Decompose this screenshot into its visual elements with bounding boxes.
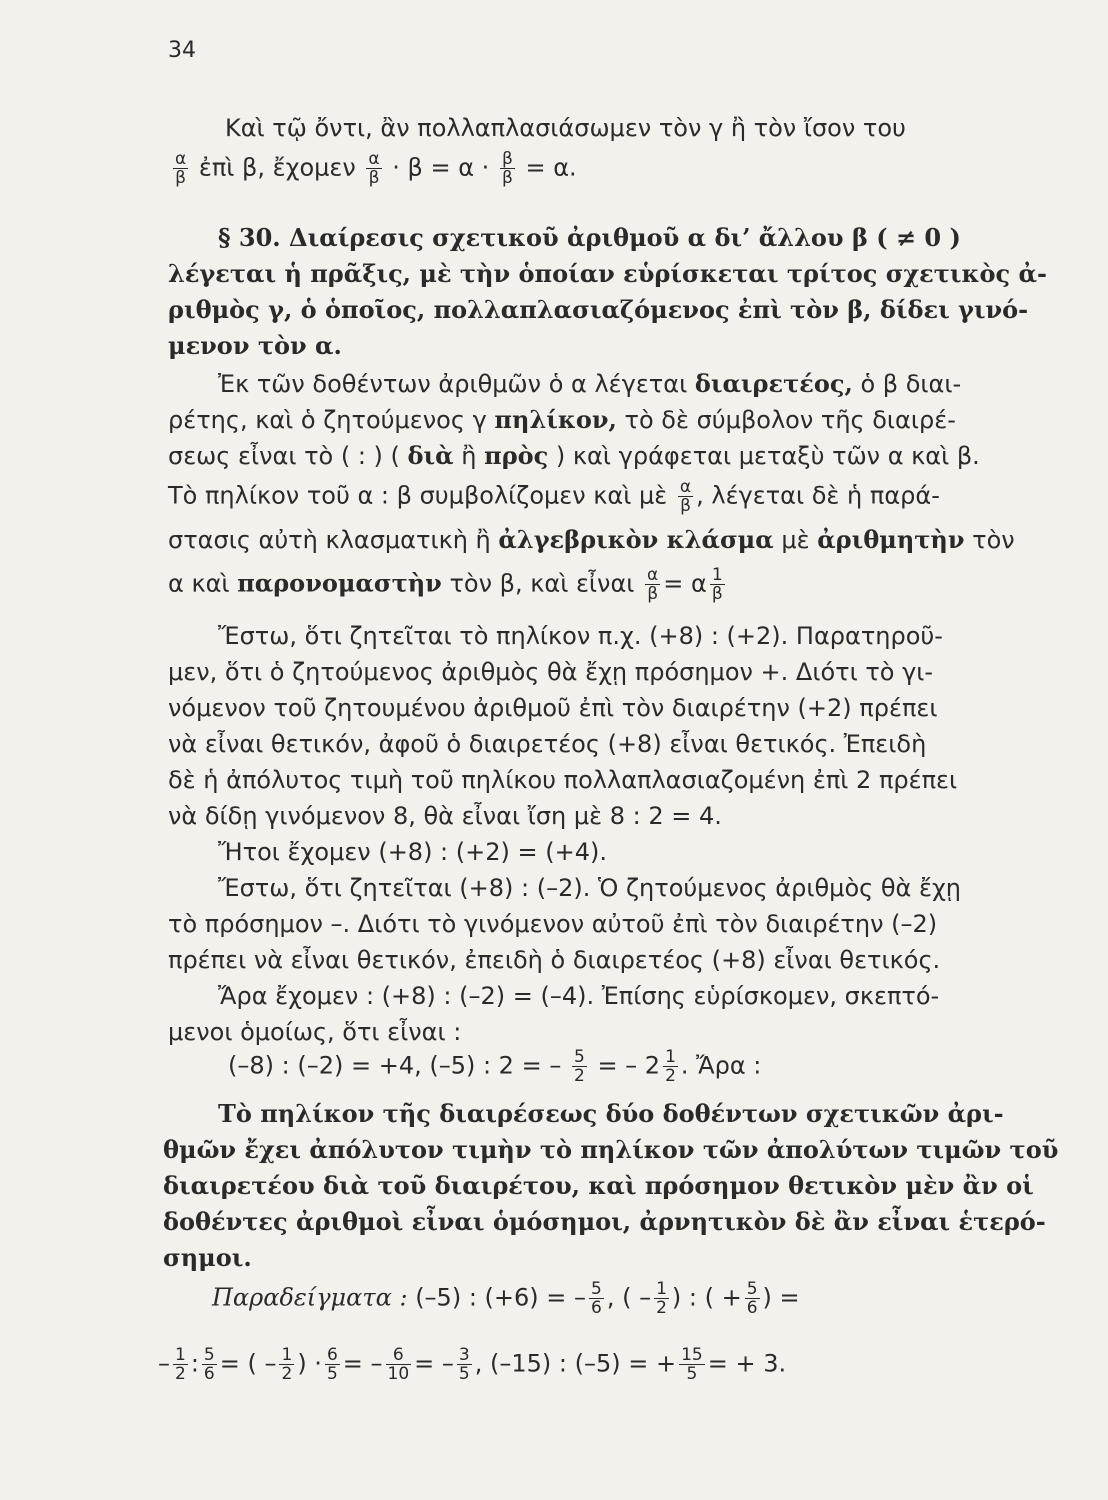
fraction: $\frac{1}{\beta}$	[711, 565, 723, 604]
text-line: πρέπει νὰ εἶναι θετικόν, ἐπειδὴ ὁ διαιρετέος (+8) εἶναι θετικός.	[168, 946, 941, 974]
page-number: 34	[168, 38, 196, 63]
definition-line: ριθμὸς γ, ὁ ὁποῖος, πολλαπλασιαζόμενος ἐπὶ τὸν β, δίδει γινό-	[168, 295, 1029, 324]
text-line: Ἔστω, ὅτι ζητεῖται (+8) : (–2). Ὁ ζητούμενος ἀριθμὸς θὰ ἔχῃ	[218, 874, 962, 902]
text-line: Ἔστω, ὅτι ζητεῖται τὸ πηλίκον π.χ. (+8) : (+2). Παρατηροῦ-	[218, 622, 943, 650]
section-number: § 30.	[218, 223, 281, 252]
fraction: $\frac{5}{6}$	[203, 1345, 215, 1384]
definition-line: μενον τὸν α.	[168, 331, 342, 360]
text-line: στασις αὐτὴ κλασματικὴ ἢ ἀλγεβρικὸν κλάσμα μὲ ἀριθμητὴν τὸν	[168, 525, 1015, 554]
text-line: Τὸ πηλίκον τοῦ α : β συμβολίζομεν καὶ μὲ $\frac{\alpha}{\beta}$ , λέγεται δὲ ἡ παρά-	[168, 477, 940, 516]
text-line: Ἄρα ἔχομεν : (+8) : (–2) = (–4). Ἐπίσης εὑρίσκομεν, σκεπτό-	[218, 982, 940, 1010]
examples-line: Παραδείγματα : (–5) : (+6) = – $\frac{5}{6}$ , ( – $\frac{1}{2}$ ) : ( + $\frac{5}{6}$ ) =	[212, 1279, 800, 1318]
text-line: μεν, ὅτι ὁ ζητούμενος ἀριθμὸς θὰ ἔχῃ πρόσημον +. Διότι τὸ γι-	[168, 658, 934, 686]
fraction: $\frac{\alpha}{\beta}$	[647, 565, 659, 604]
rule-line: δοθέντες ἀριθμοὶ εἶναι ὁμόσημοι, ἀρνητικὸν δὲ ἂν εἶναι ἑτερό-	[163, 1207, 1046, 1236]
text-line: α καὶ παρονομαστὴν τὸν β, καὶ εἶναι $\frac{\alpha}{\beta}$ = α $\frac{1}{\beta}$	[168, 565, 723, 604]
text-line: Ἤτοι ἔχομεν (+8) : (+2) = (+4).	[218, 838, 607, 866]
rule-line: Τὸ πηλίκον τῆς διαιρέσεως δύο δοθέντων σχετικῶν ἀρι-	[218, 1099, 1004, 1128]
fraction: $\frac{1}{2}$	[175, 1345, 186, 1384]
text-line: τὸ πρόσημον –. Διότι τὸ γινόμενον αὐτοῦ ἐπὶ τὸν διαιρέτην (–2)	[168, 910, 938, 938]
fraction: $\frac{15}{5}$	[681, 1345, 703, 1384]
examples-line: – $\frac{1}{2}$ : $\frac{5}{6}$ = ( – $\frac{1}{2}$ ) · $\frac{6}{5}$ = – $\frac{6}{10}$ = – $\frac{3}{5}$ , (–15) : (–5) = + $\frac{15}{5}$ = + 3.	[158, 1345, 787, 1384]
fraction: $\frac{\alpha}{\beta}$	[679, 477, 692, 516]
rule-line: σημοι.	[163, 1243, 252, 1272]
fraction: $\frac{1}{2}$	[281, 1345, 293, 1384]
fraction: $\frac{5}{6}$	[746, 1279, 758, 1318]
text-line: σεως εἶναι τὸ ( : ) ( διὰ ἢ πρὸς ) καὶ γράφεται μεταξὺ τῶν α καὶ β.	[168, 441, 980, 470]
text-line: $\frac{\alpha}{\beta}$ ἐπὶ β, ἔχομεν $\frac{\alpha}{\beta}$ · β = α · $\frac{\beta}{\beta}$ = α.	[175, 149, 577, 188]
text-line: Ἐκ τῶν δοθέντων ἀριθμῶν ὁ α λέγεται διαιρετέος, ὁ β διαι-	[218, 369, 962, 398]
fraction: $\frac{1}{2}$	[665, 1047, 676, 1086]
rule-line: θμῶν ἔχει ἀπόλυτον τιμὴν τὸ πηλίκον τῶν ἀπολύτων τιμῶν τοῦ	[163, 1135, 1059, 1164]
text-line: νὰ εἶναι θετικόν, ἀφοῦ ὁ διαιρετέος (+8) εἶναι θετικός. Ἐπειδὴ	[168, 730, 927, 758]
definition-line: λέγεται ἡ πρᾶξις, μὲ τὴν ὁποίαν εὑρίσκεται τρίτος σχετικὸς ἀ-	[168, 259, 1047, 288]
examples-label: Παραδείγματα :	[212, 1283, 408, 1312]
fraction: $\frac{\alpha}{\beta}$	[175, 149, 187, 188]
text-line: Καὶ τῷ ὄντι, ἂν πολλαπλασιάσωμεν τὸν γ ἢ τὸν ἴσον του	[225, 114, 906, 142]
fraction: $\frac{\alpha}{\beta}$	[368, 149, 380, 188]
text-line: νόμενον τοῦ ζητουμένου ἀριθμοῦ ἐπὶ τὸν διαιρέτην (+2) πρέπει	[168, 694, 938, 722]
fraction: $\frac{1}{2}$	[656, 1279, 667, 1318]
text-line: μενοι ὁμοίως, ὅτι εἶναι :	[168, 1018, 462, 1046]
equation-line: (–8) : (–2) = +4, (–5) : 2 = – $\frac{5}{2}$ = – 2 $\frac{1}{2}$ . Ἄρα :	[228, 1047, 762, 1086]
text-line: νὰ δίδῃ γινόμενον 8, θὰ εἶναι ἴση μὲ 8 : 2 = 4.	[168, 802, 722, 830]
fraction: $\frac{3}{5}$	[458, 1345, 470, 1384]
rule-line: διαιρετέου διὰ τοῦ διαιρέτου, καὶ πρόσημον θετικὸν μὲν ἂν οἱ	[163, 1171, 1034, 1200]
fraction: $\frac{6}{5}$	[326, 1345, 338, 1384]
fraction: $\frac{6}{10}$	[387, 1345, 410, 1384]
fraction: $\frac{5}{6}$	[591, 1279, 602, 1318]
fraction: $\frac{5}{2}$	[573, 1047, 585, 1086]
text-line: ρέτης, καὶ ὁ ζητούμενος γ πηλίκον, τὸ δὲ σύμβολον τῆς διαιρέ-	[168, 405, 956, 434]
definition-line: § 30. Διαίρεσις σχετικοῦ ἀριθμοῦ α δι’ ἄλλου β ( ≠ 0 )	[218, 223, 961, 252]
text-line: δὲ ἡ ἀπόλυτος τιμὴ τοῦ πηλίκου πολλαπλασιαζομένη ἐπὶ 2 πρέπει	[168, 766, 958, 794]
fraction: $\frac{\beta}{\beta}$	[501, 149, 513, 188]
